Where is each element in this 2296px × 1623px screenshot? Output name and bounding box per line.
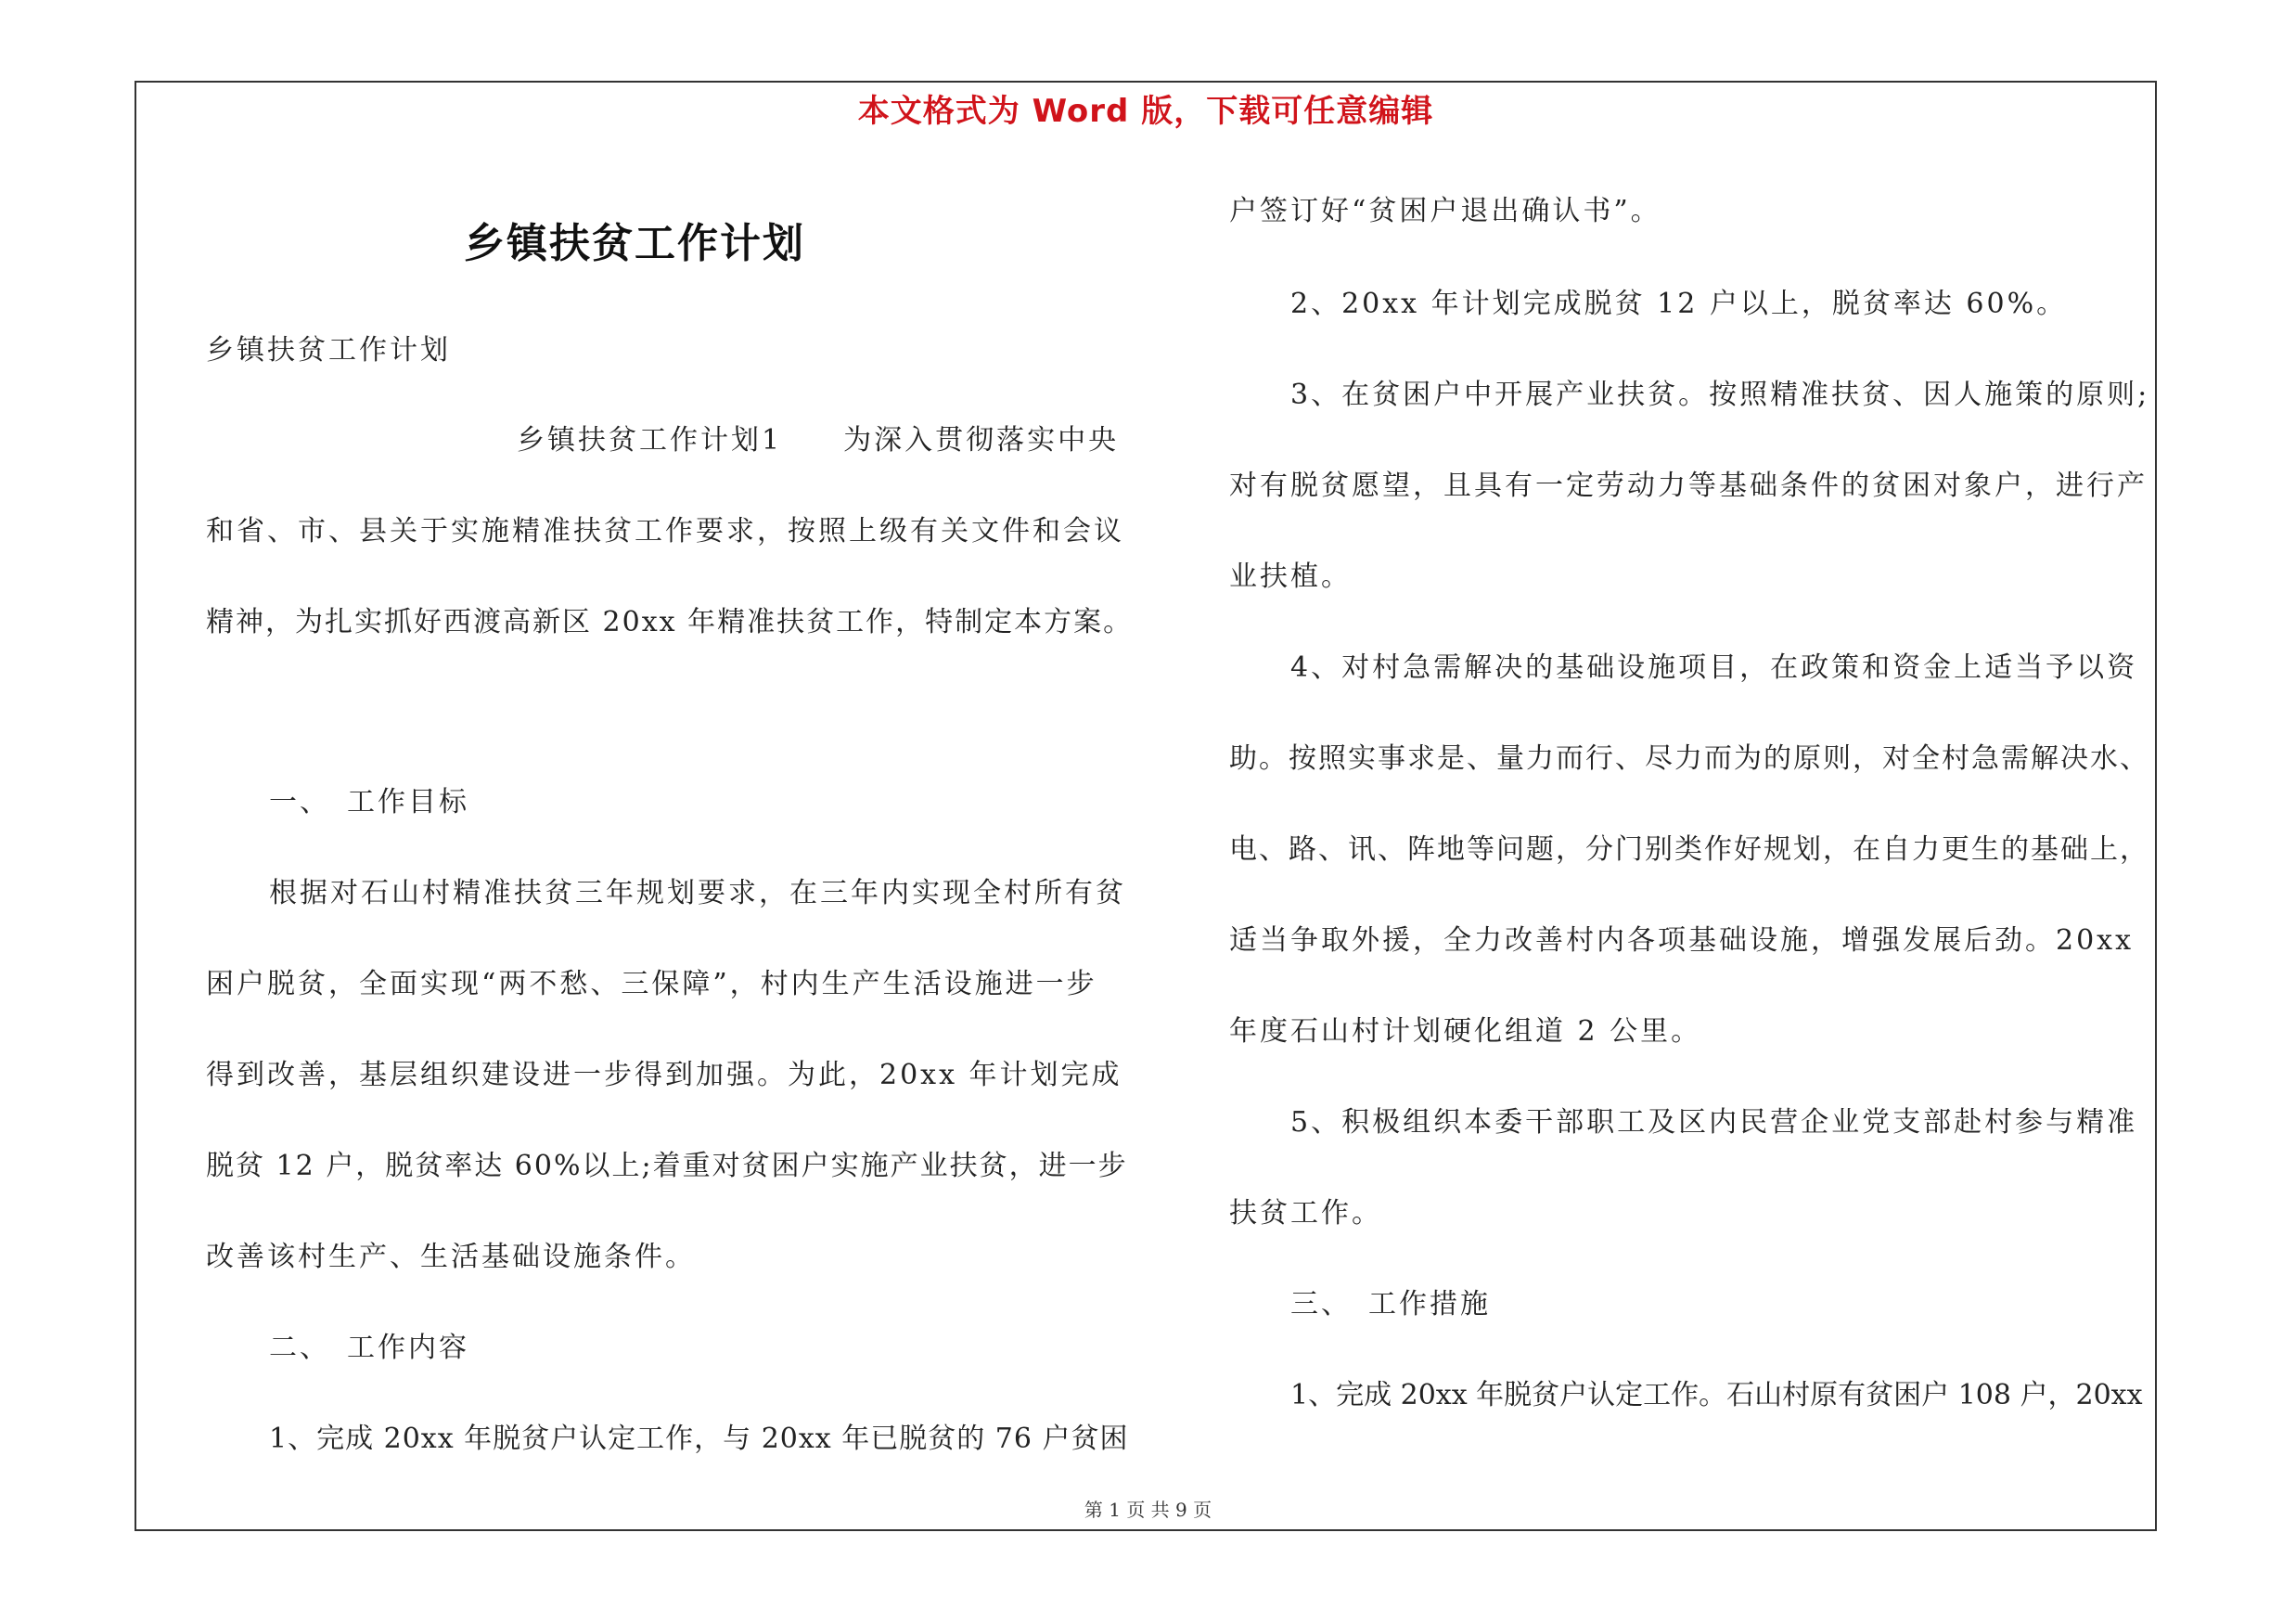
body-line: 年度石山村计划硬化组道 2 公里。 (1229, 1015, 1702, 1048)
body-line: 根据对石山村精准扶贫三年规划要求，在三年内实现全村所有贫 (269, 877, 1126, 909)
body-line: 乡镇扶贫工作计划 (206, 334, 451, 367)
body-line: 1、完成 20xx 年脱贫户认定工作。石山村原有贫困户 108 户，20xx (1290, 1379, 2143, 1411)
body-line: 精神，为扎实抓好西渡高新区 20xx 年精准扶贫工作，特制定本方案。 (206, 606, 1134, 638)
body-line: 户签订好“贫困户退出确认书”。 (1229, 195, 1661, 227)
body-line: 适当争取外援，全力改善村内各项基础设施，增强发展后劲。20xx (1229, 924, 2135, 957)
body-line: 业扶植。 (1229, 560, 1352, 593)
body-line: 改善该村生产、生活基础设施条件。 (206, 1241, 696, 1273)
body-line: 和省、市、县关于实施精准扶贫工作要求，按照上级有关文件和会议 (206, 515, 1124, 547)
body-line: 电、路、讯、阵地等问题，分门别类作好规划，在自力更生的基础上， (1229, 833, 2149, 866)
section-heading: 一、 工作目标 (269, 786, 469, 818)
body-line: 得到改善，基层组织建设进一步得到加强。为此，20xx 年计划完成 (206, 1059, 1122, 1091)
body-line: 困户脱贫，全面实现“两不愁、三保障”，村内生产生活设施进一步 (206, 968, 1097, 1000)
body-line: 乡镇扶贫工作计划1 为深入贯彻落实中央 (517, 424, 1120, 457)
body-line: 3、在贫困户中开展产业扶贫。按照精准扶贫、因人施策的原则; (1290, 379, 2150, 411)
body-line: 5、积极组织本委干部职工及区内民营企业党支部赴村参与精准 (1290, 1106, 2138, 1139)
body-line: 4、对村急需解决的基础设施项目，在政策和资金上适当予以资 (1290, 651, 2138, 684)
section-heading: 三、 工作措施 (1290, 1288, 1491, 1320)
body-line: 对有脱贫愿望，且具有一定劳动力等基础条件的贫困对象户，进行产 (1229, 470, 2148, 502)
body-line: 1、完成 20xx 年脱贫户认定工作，与 20xx 年已脱贫的 76 户贫困 (269, 1423, 1129, 1455)
section-heading: 二、 工作内容 (269, 1332, 469, 1364)
body-line: 2、20xx 年计划完成脱贫 12 户以上，脱贫率达 60%。 (1290, 288, 2068, 320)
body-line: 扶贫工作。 (1229, 1197, 1382, 1230)
body-line: 脱贫 12 户，脱贫率达 60%以上;着重对贫困户实施产业扶贫，进一步 (206, 1150, 1128, 1182)
format-banner: 本文格式为 Word 版，下载可任意编辑 (857, 93, 1434, 130)
page-number: 第 1 页 共 9 页 (1084, 1499, 1212, 1521)
body-line: 助。按照实事求是、量力而行、尽力而为的原则，对全村急需解决水、 (1229, 742, 2149, 775)
document-title: 乡镇扶贫工作计划 (464, 220, 805, 267)
